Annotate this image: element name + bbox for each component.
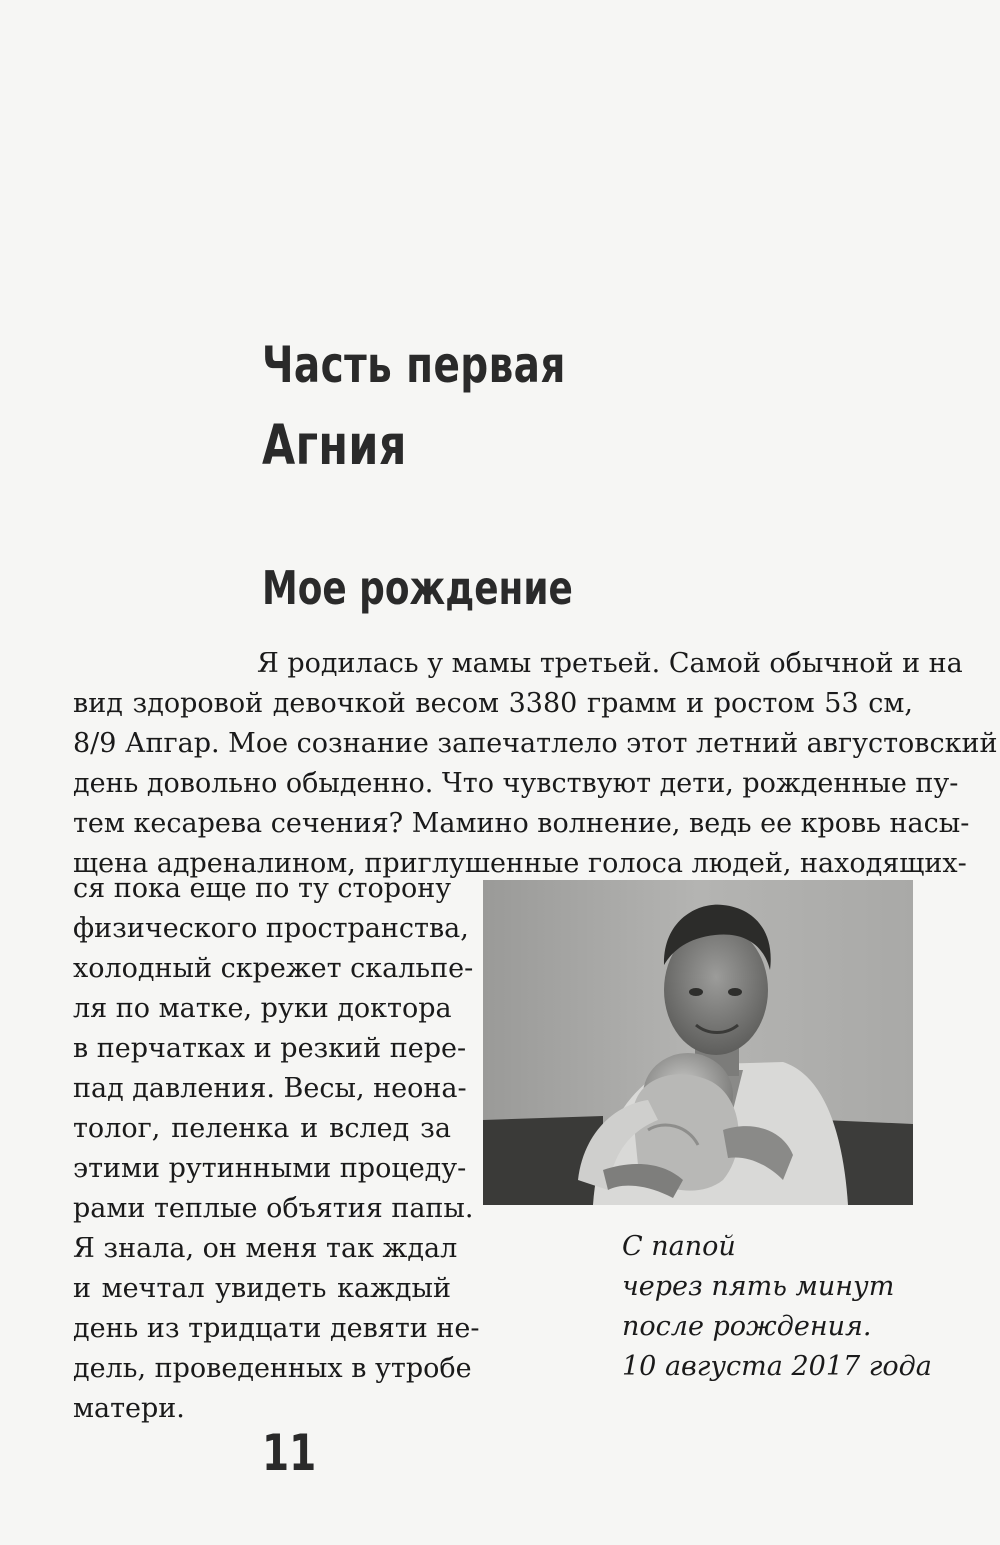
body-line: этими рутинными процеду- (73, 1153, 467, 1184)
photo-caption-line: после рождения. (622, 1311, 872, 1342)
page-number: 11 (262, 1424, 317, 1482)
body-line: ля по матке, руки доктора (73, 993, 452, 1024)
body-line: день из тридцати девяти не- (73, 1313, 480, 1344)
body-line: толог, пеленка и вслед за (73, 1113, 451, 1144)
body-line: рами теплые объятия папы. (73, 1193, 474, 1224)
body-line: ся пока еще по ту сторону (73, 873, 452, 904)
photo-caption-line: через пять минут (622, 1271, 895, 1302)
body-line: Я родилась у мамы третьей. Самой обычной и на (257, 648, 963, 679)
body-line: матери. (73, 1393, 185, 1424)
chapter-title: Мое рождение (262, 561, 573, 615)
part-title: Часть первая (262, 336, 566, 394)
photo-caption-line: 10 августа 2017 года (622, 1351, 932, 1382)
body-line: холодный скрежет скальпе- (73, 953, 474, 984)
body-line: щена адреналином, приглушенные голоса людей, находящих- (73, 848, 967, 879)
body-line: дель, проведенных в утробе (73, 1353, 472, 1384)
part-name: Агния (262, 413, 407, 477)
photo-caption-line: С папой (622, 1231, 736, 1262)
body-line: 8/9 Апгар. Мое сознание запечатлело этот летний августовский (73, 728, 998, 759)
body-line: пад давления. Весы, неона- (73, 1073, 467, 1104)
body-line: тем кесарева сечения? Мамино волнение, ведь ее кровь насы- (73, 808, 970, 839)
body-line: день довольно обыденно. Что чувствуют дети, рожденные пу- (73, 768, 959, 799)
body-line: физического пространства, (73, 913, 469, 944)
body-line: Я знала, он меня так ждал (73, 1233, 458, 1264)
body-line: и мечтал увидеть каждый (73, 1273, 451, 1304)
body-line: в перчатках и резкий пере- (73, 1033, 467, 1064)
photo-father-holding-newborn (483, 880, 913, 1205)
body-line: вид здоровой девочкой весом 3380 грамм и ростом 53 см, (73, 688, 913, 719)
